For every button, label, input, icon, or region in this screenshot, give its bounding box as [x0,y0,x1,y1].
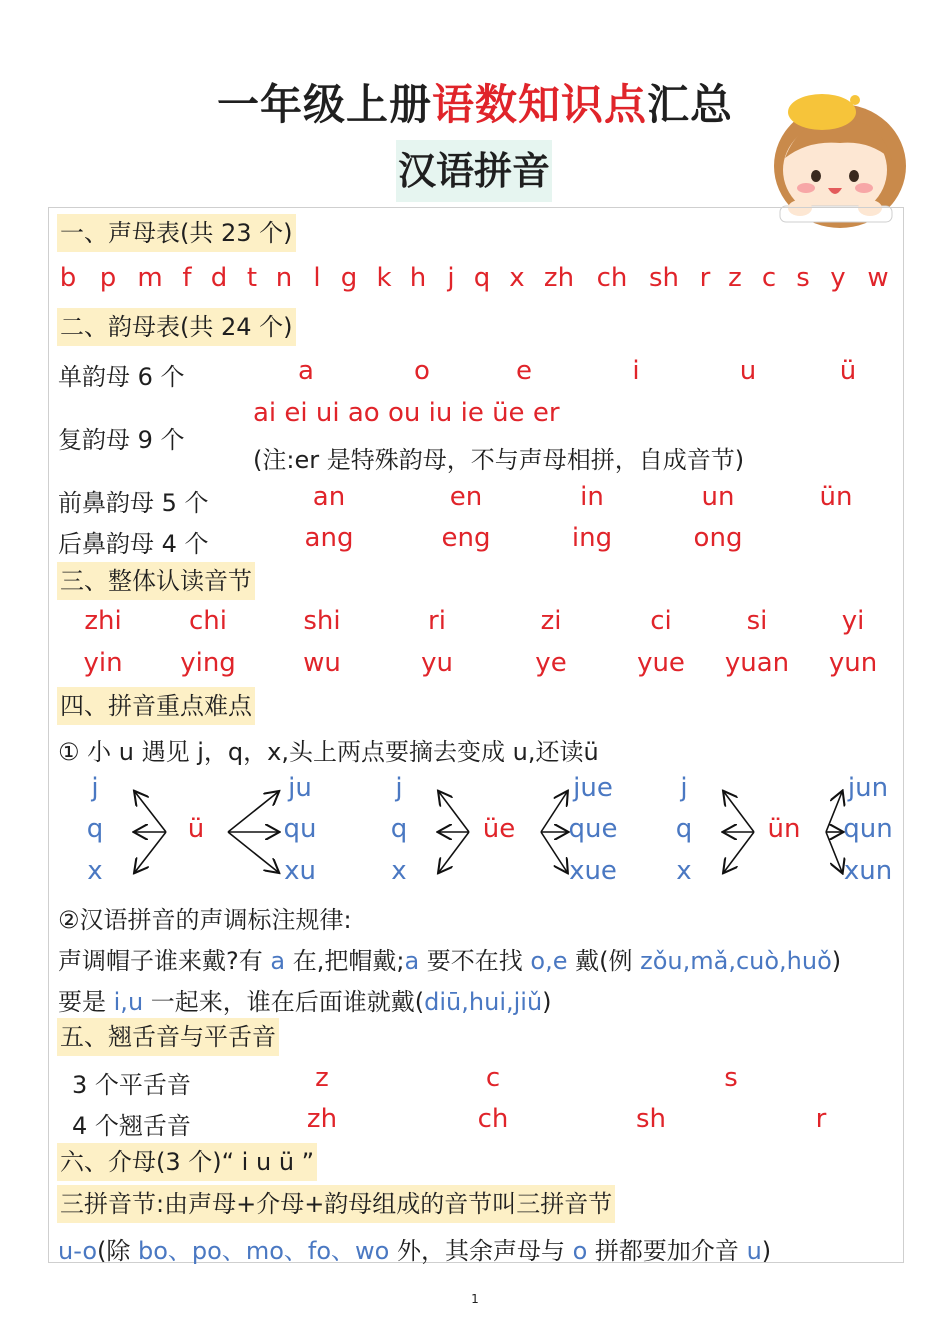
retroflex-label: 4 个翘舌音 [72,1112,191,1140]
whole-syllable: si [746,606,768,636]
group-right-syllable: qun [843,814,893,844]
whole-syllable: yin [83,648,123,678]
flat-tongue-initial: c [485,1063,501,1093]
initial: c [761,263,777,293]
whole-syllable: shi [303,606,341,636]
retroflex-initial: sh [635,1104,667,1134]
page-number: 1 [471,1292,479,1306]
initial: p [99,263,117,293]
front-nasal-final: an [312,482,346,512]
single-final: a [298,356,314,386]
initial: b [59,263,77,293]
retroflex-initial: r [815,1104,827,1134]
whole-syllable: ri [428,606,446,636]
group-left-initial: x [676,856,692,886]
group-center-final: ün [767,814,801,844]
initial: t [246,263,258,293]
single-final: u [739,356,757,386]
section-header-5: 五、翘舌音与平舌音 [57,1018,279,1056]
section-header-1: 一、声母表(共 23 个) [57,214,296,252]
group-left-initial: x [391,856,407,886]
compound-finals: ai ei ui ao ou iu ie üe er [253,398,560,428]
group-right-syllable: xun [843,856,893,886]
initial: l [313,263,321,293]
group-right-syllable: ju [288,773,312,803]
rule-2-line-1: 声调帽子谁来戴?有 a 在,把帽戴;a 要不在找 o,e 戴(例 zǒu,mǎ,cuò,huǒ) [58,947,842,975]
group-center-final: ü [187,814,205,844]
initial: sh [648,263,680,293]
front-nasal-final: in [580,482,604,512]
section-header-2: 二、韵母表(共 24 个) [57,308,296,346]
subtitle: 汉语拼音 [396,140,552,202]
group-right-syllable: xu [284,856,316,886]
front-nasal-final: en [449,482,483,512]
initial: w [867,263,889,293]
flat-tongue-initial: z [315,1063,329,1093]
initial: j [447,263,455,293]
rule-1: ① 小 u 遇见 j，q，x,头上两点要摘去变成 u,还读ü [58,738,599,766]
whole-syllable: zhi [84,606,122,636]
group-left-initial: j [395,773,403,803]
single-final: i [632,356,640,386]
group-right-syllable: que [568,814,618,844]
rule-2-title: ②汉语拼音的声调标注规律: [58,906,352,934]
group-center-final: üe [482,814,516,844]
whole-syllable: ci [650,606,672,636]
initial: q [473,263,491,293]
group-left-initial: q [675,814,693,844]
flat-tongue-label: 3 个平舌音 [72,1071,191,1099]
group-right-syllable: qu [283,814,317,844]
triple-syllable-note: 三拼音节:由声母+介母+韵母组成的音节叫三拼音节 [57,1185,615,1223]
initial: g [340,263,358,293]
initial: ch [596,263,628,293]
retroflex-initial: ch [477,1104,509,1134]
initial: d [210,263,228,293]
whole-syllable: yuan [724,648,790,678]
initial: m [137,263,163,293]
single-final: ü [839,356,857,386]
compound-finals-label: 复韵母 9 个 [58,426,185,454]
single-final: e [516,356,532,386]
initial: s [796,263,810,293]
back-nasal-final: ang [304,523,354,553]
uo-rule: u-o(除 bo、po、mo、fo、wo 外，其余声母与 o 拼都要加介音 u) [58,1237,772,1265]
compound-finals-note: (注:er 是特殊韵母，不与声母相拼，自成音节) [253,446,745,474]
whole-syllable: zi [540,606,562,636]
group-left-initial: j [91,773,99,803]
initial: n [275,263,293,293]
whole-syllable: ying [180,648,236,678]
back-nasal-final: ong [693,523,743,553]
single-finals-label: 单韵母 6 个 [58,363,185,391]
group-left-initial: x [87,856,103,886]
group-left-initial: q [86,814,104,844]
initial: y [830,263,846,293]
retroflex-initial: zh [306,1104,338,1134]
group-right-syllable: jun [847,773,889,803]
flat-tongue-initial: s [724,1063,738,1093]
initial: z [728,263,742,293]
single-final: o [414,356,430,386]
whole-syllable: yun [828,648,878,678]
whole-syllable: yue [637,648,685,678]
initial: h [409,263,427,293]
section-header-6: 六、介母(3 个)“ i u ü ” [57,1143,317,1181]
group-left-initial: j [680,773,688,803]
title-part1: 一年级上册 [216,80,432,129]
title-part2: 语数知识点 [431,80,647,129]
group-right-syllable: jue [573,773,613,803]
section-header-4: 四、拼音重点难点 [57,687,255,725]
front-nasal-final: un [701,482,735,512]
initial: f [182,263,192,293]
back-nasal-final: eng [441,523,491,553]
rule-2-line-2: 要是 i,u 一起来，谁在后面谁就戴(diū,hui,jiǔ) [58,988,552,1016]
whole-syllable: wu [303,648,341,678]
whole-syllable: yu [421,648,453,678]
group-left-initial: q [390,814,408,844]
initial: x [509,263,525,293]
back-nasal-label: 后鼻韵母 4 个 [58,530,209,558]
initial: k [376,263,392,293]
whole-syllable: yi [841,606,865,636]
initial: r [699,263,711,293]
front-nasal-label: 前鼻韵母 5 个 [58,489,209,517]
whole-syllable: ye [535,648,567,678]
whole-syllable: chi [189,606,227,636]
initial: zh [543,263,575,293]
title-part3: 汇总 [647,80,734,129]
group-right-syllable: xue [569,856,617,886]
back-nasal-final: ing [571,523,613,553]
section-header-3: 三、整体认读音节 [57,562,255,600]
front-nasal-final: ün [819,482,853,512]
